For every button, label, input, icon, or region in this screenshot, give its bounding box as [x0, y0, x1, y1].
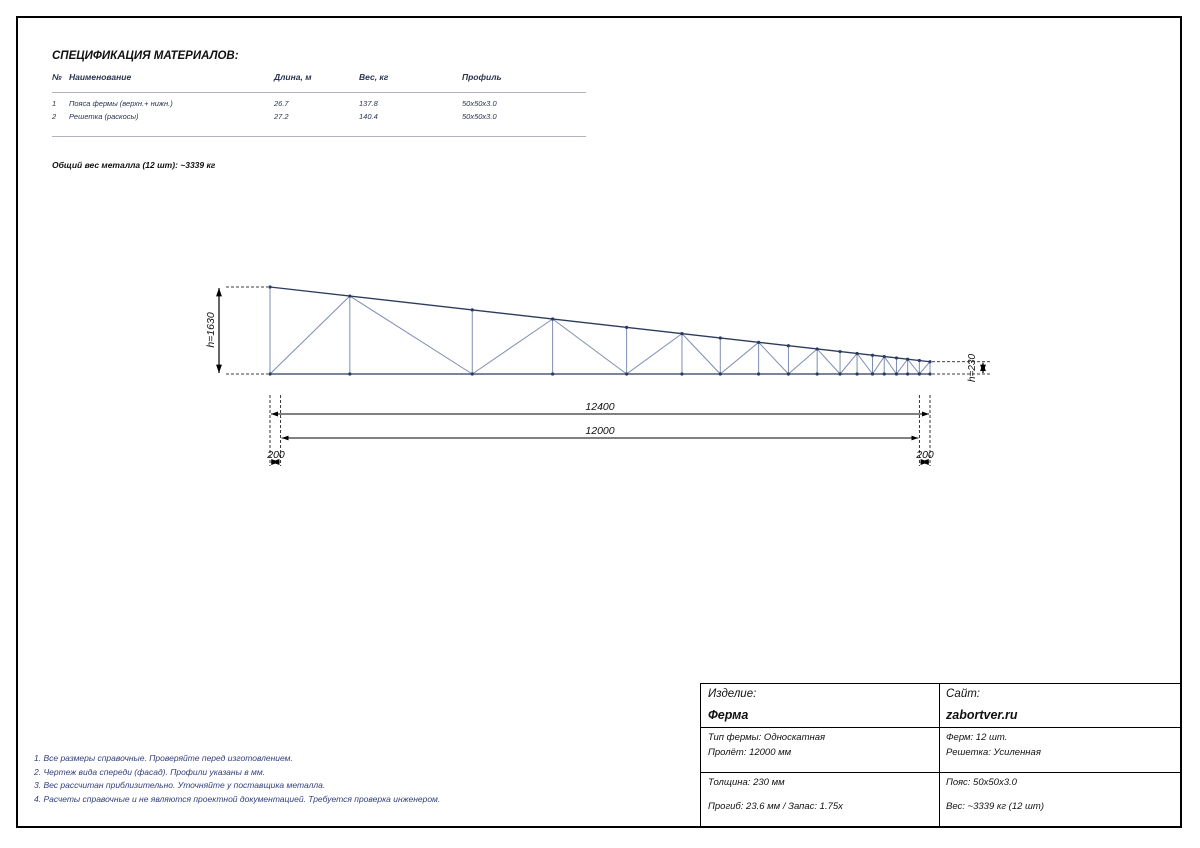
- row-weight: 137.8: [359, 99, 378, 108]
- truss-node: [625, 326, 628, 329]
- row-name: Решетка (раскосы): [69, 112, 139, 121]
- truss-node: [918, 372, 921, 375]
- truss-diagonal: [884, 357, 896, 374]
- row-profile: 50x50x3.0: [462, 112, 497, 121]
- truss-node: [895, 356, 898, 359]
- row-weight: 140.4: [359, 112, 378, 121]
- truss-type: Тип фермы: Односкатная: [708, 732, 826, 743]
- truss-node: [268, 372, 271, 375]
- total-weight-stamp: Вес: ~3339 кг (12 шт): [946, 801, 1045, 812]
- note-2: 2. Чертеж вида спереди (фасад). Профили указаны в мм.: [34, 766, 266, 777]
- chord-profile: Пояс: 50x50x3.0: [946, 777, 1017, 788]
- truss-node: [471, 372, 474, 375]
- site-value: zabortver.ru: [946, 708, 1018, 722]
- truss-node: [348, 294, 351, 297]
- truss-diagonal: [908, 359, 920, 374]
- truss-node: [838, 350, 841, 353]
- notes: [34, 752, 440, 806]
- col-header-name: Наименование: [69, 72, 132, 82]
- title-block-divider: [939, 684, 940, 827]
- col-header-num: №: [52, 72, 62, 82]
- truss-diagonal: [759, 342, 789, 374]
- row-profile: 50x50x3.0: [462, 99, 497, 108]
- note-4: 4. Расчеты справочные и не являются проектной документацией. Требуется проверка инженером.: [34, 793, 441, 804]
- col-header-weight: Вес, кг: [359, 72, 389, 82]
- truss-diagonal: [857, 353, 872, 374]
- truss-node: [680, 332, 683, 335]
- deflection: Прогиб: 23.6 мм / Запас: 1.75x: [708, 801, 843, 812]
- truss-node: [883, 372, 886, 375]
- truss-node: [855, 372, 858, 375]
- dimension-200-right-label: 200: [916, 449, 934, 461]
- truss-node: [883, 355, 886, 358]
- truss-node: [787, 344, 790, 347]
- dimension-12400-label: 12400: [585, 401, 615, 413]
- truss-node: [906, 372, 909, 375]
- truss-node: [268, 285, 271, 288]
- row-name: Пояса фермы (верхн.+ нижн.): [69, 99, 173, 108]
- truss-node: [719, 372, 722, 375]
- truss-node: [928, 360, 931, 363]
- truss-frame: [268, 285, 931, 375]
- site-label: Сайт:: [946, 688, 981, 700]
- truss-node: [757, 372, 760, 375]
- truss-node: [680, 372, 683, 375]
- dimension-200-left-label: 200: [267, 449, 285, 461]
- truss-top-chord: [270, 287, 930, 362]
- col-header-profile: Профиль: [462, 72, 502, 82]
- row-num: 2: [52, 112, 57, 121]
- title-block-rule: [701, 772, 1180, 773]
- truss-diagonal: [270, 296, 350, 374]
- spec-title: СПЕЦИФИКАЦИЯ МАТЕРИАЛОВ:: [52, 50, 239, 62]
- truss-node: [625, 372, 628, 375]
- truss-diagonal: [627, 334, 682, 374]
- truss-node: [906, 358, 909, 361]
- truss-node: [471, 308, 474, 311]
- truss-diagonal: [896, 359, 907, 374]
- lattice-type: Решетка: Усиленная: [946, 747, 1041, 758]
- height-right-label: h=230: [967, 353, 978, 383]
- row-num: 1: [52, 99, 57, 108]
- truss-diagonal: [817, 349, 840, 374]
- truss-node: [855, 352, 858, 355]
- thickness: Толщина: 230 мм: [708, 777, 785, 788]
- row-length: 26.7: [274, 99, 289, 108]
- truss-diagonal: [840, 353, 857, 374]
- dimension-12000-label: 12000: [585, 425, 615, 437]
- truss-node: [895, 372, 898, 375]
- truss-count: Ферм: 12 шт.: [946, 732, 1008, 743]
- truss-node: [871, 372, 874, 375]
- truss-node: [838, 372, 841, 375]
- truss-diagonal: [553, 319, 627, 374]
- total-weight: Общий вес металла (12 шт): ~3339 кг: [52, 160, 216, 170]
- height-left-label: h=1630: [205, 312, 217, 348]
- truss-node: [787, 372, 790, 375]
- product-label: Изделие:: [708, 688, 757, 700]
- note-1: 1. Все размеры справочные. Проверяйте перед изготовлением.: [34, 753, 293, 763]
- truss-node: [348, 372, 351, 375]
- col-header-length: Длина, м: [274, 72, 312, 82]
- truss-node: [816, 372, 819, 375]
- truss-node: [871, 354, 874, 357]
- title-block: [700, 683, 1181, 828]
- truss-diagonal: [788, 349, 817, 374]
- title-block-rule: [701, 727, 1180, 728]
- truss-span: Пролёт: 12000 мм: [708, 747, 792, 758]
- truss-node: [551, 317, 554, 320]
- truss-diagonal: [472, 319, 552, 374]
- truss-node: [551, 372, 554, 375]
- truss-node: [816, 347, 819, 350]
- truss-diagonal: [919, 362, 930, 374]
- truss-diagonal: [720, 342, 758, 374]
- truss-diagonal: [873, 357, 885, 374]
- truss-node: [719, 336, 722, 339]
- note-3: 3. Вес рассчитан приблизительно. Уточняйте у поставщика металла.: [34, 780, 326, 790]
- truss-node: [918, 359, 921, 362]
- dimension-lines: [219, 287, 990, 466]
- truss-node: [928, 372, 931, 375]
- truss-node: [757, 341, 760, 344]
- row-length: 27.2: [274, 112, 289, 121]
- product-value: Ферма: [708, 708, 749, 722]
- truss-diagonal: [682, 334, 720, 374]
